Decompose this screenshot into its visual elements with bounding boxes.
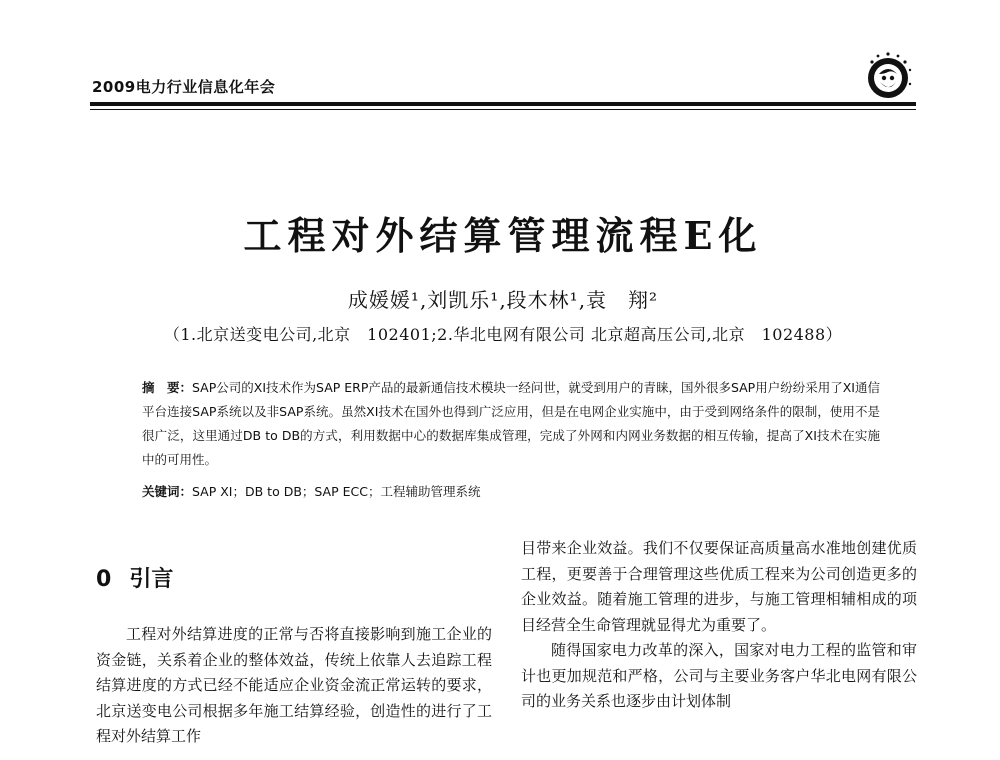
abstract <box>142 376 880 472</box>
keywords-label: 关键词： <box>142 484 193 499</box>
paper-authors: 成媛媛¹,刘凯乐¹,段木林¹,袁 翔² <box>347 288 659 312</box>
body-column-right <box>521 536 917 715</box>
section-heading <box>96 562 173 593</box>
keywords-text: SAP XI；DB to DB；SAP ECC；工程辅助管理系统 <box>192 484 481 499</box>
section-number: 0 <box>96 567 112 592</box>
header-rule-thin <box>90 109 916 110</box>
conference-logo-icon <box>862 50 914 102</box>
body-paragraph: 随得国家电力改革的深入，国家对电力工程的监管和审计也更加规范和严格，公司与主要业务客户华北电网有限公司的业务关系也逐步由计划体制 <box>521 641 917 710</box>
conference-header: 2009电力行业信息化年会 <box>92 78 276 96</box>
body-paragraph: 工程对外结算进度的正常与否将直接影响到施工企业的资金链，关系着企业的整体效益，传统上依靠人去追踪工程结算进度的方式已经不能适应企业资金流正常运转的要求，北京送变电公司根据多年施工结算经验，创造性的进行了工程对外结算工作 <box>96 625 492 745</box>
section-title: 引言 <box>129 567 174 592</box>
header-rule-thick <box>90 102 916 106</box>
paper-title: 工程对外结算管理流程E化 <box>243 213 763 258</box>
body-column-left <box>96 622 492 750</box>
body-paragraph-continued: 目带来企业效益。我们不仅要保证高质量高水准地创建优质工程，更要善于合理管理这些优质工程来为公司创造更多的企业效益。随着施工管理的进步，与施工管理相辅相成的项目经营全生命管理就显得尤为重要了。 <box>521 539 917 634</box>
abstract-text: SAP公司的XI技术作为SAP ERP产品的最新通信技术模块一经问世，就受到用户的青睐，国外很多SAP用户纷纷采用了XI通信平台连接SAP系统以及非SAP系统。虽然XI技术在国外也得到广泛应用，但是在电网企业实施中，由于受到网络条件的限制，使用不是很广泛，这里通过DB to DB的方式，利用数据中心的数据库集成管理，完成了外网和内网业务数据的相互传输，提高了XI技术在实施中的可用性。 <box>142 380 880 467</box>
abstract-label: 摘 要： <box>142 380 193 395</box>
keywords <box>142 480 880 504</box>
paper-affiliations: （1.北京送变电公司,北京 102401;2.华北电网有限公司 北京超高压公司,北京 102488） <box>163 325 843 344</box>
